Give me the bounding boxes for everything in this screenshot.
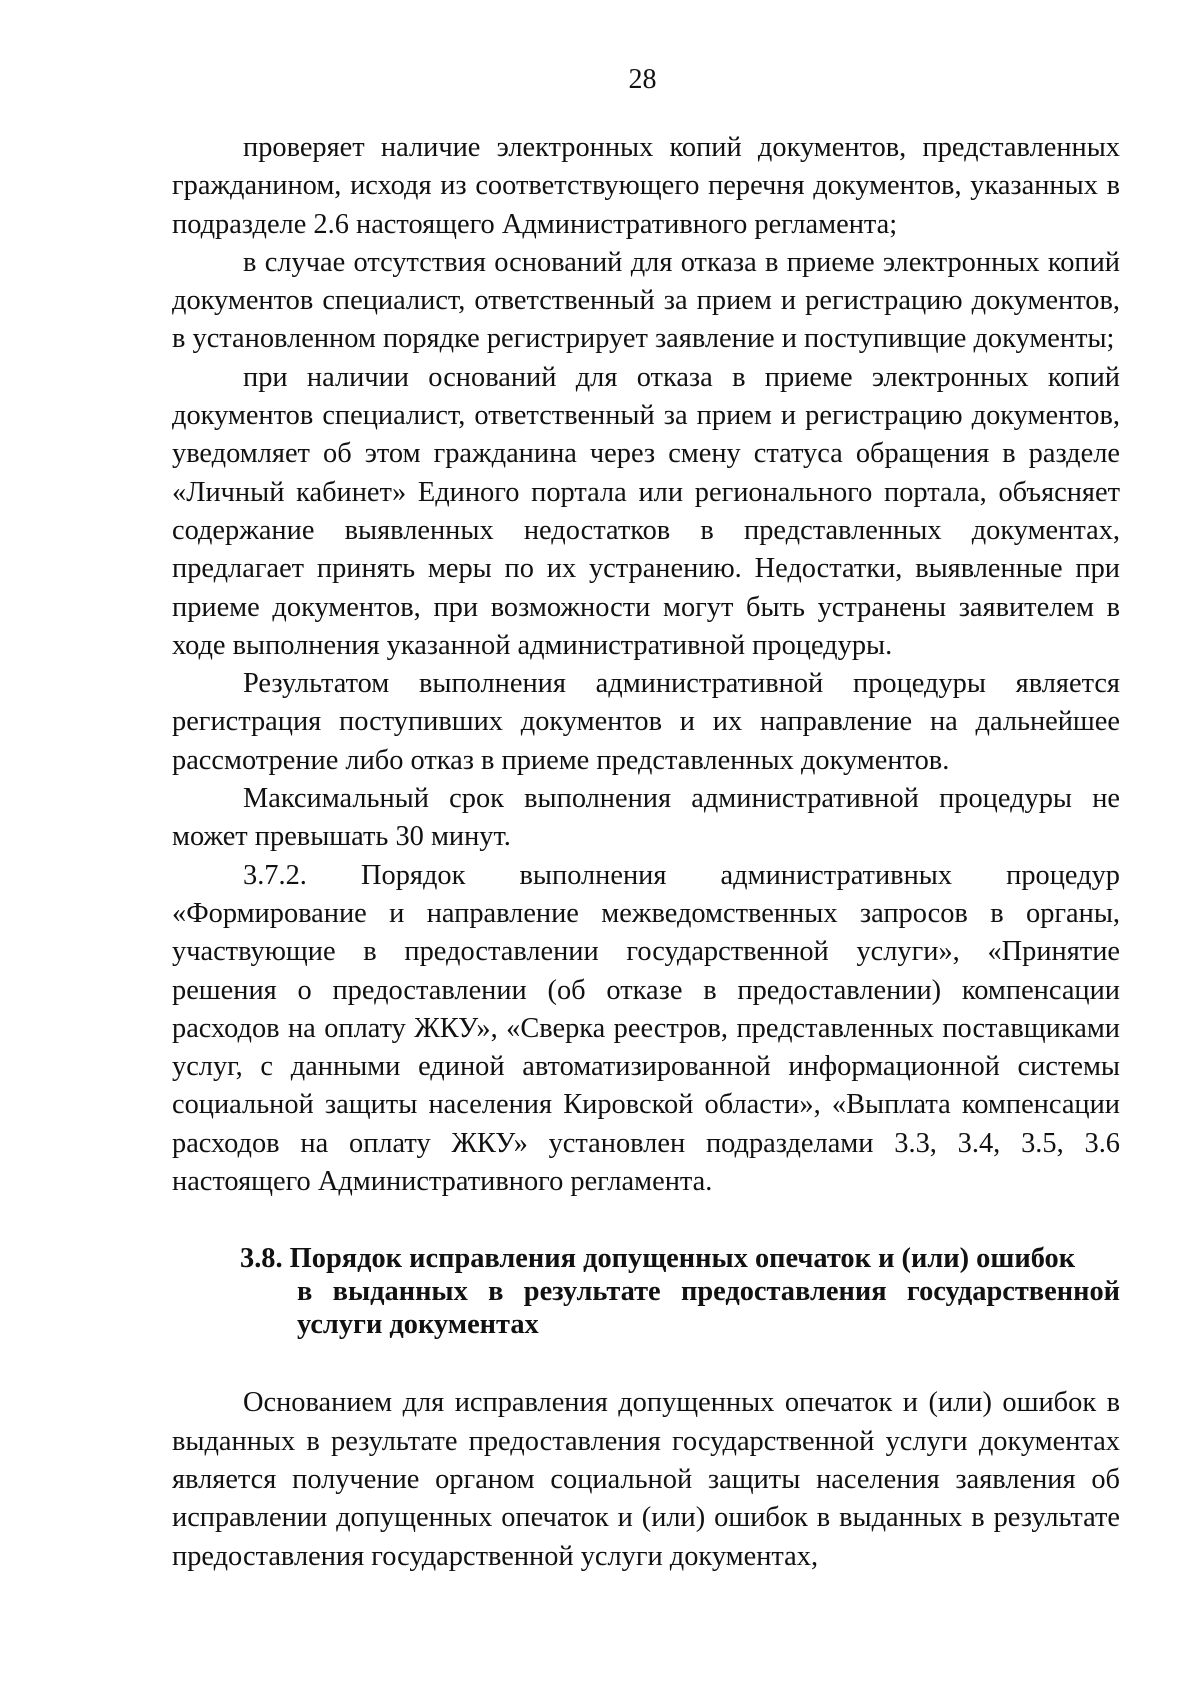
paragraph-check-copies: проверяет наличие электронных копий документов, представленных гражданином, исходя из соответствующего перечня документов, указанных в подразделе 2.6 настоящего Административного регламента;	[172, 132, 1120, 240]
section-heading-line1: 3.8. Порядок исправления допущенных опечаток и (или) ошибок	[240, 1243, 1076, 1275]
paragraph-correction-basis: Основанием для исправления допущенных опечаток и (или) ошибок в выданных в результате предоставления государственной услуги документах является получение органом социальной защиты населения заявления об исправлении допущенных опечаток и (или) ошибок в выданных в результате предоставления государственной услуги документах,	[172, 1387, 1120, 1572]
paragraph-refusal-grounds: при наличии оснований для отказа в приеме электронных копий документов специалист, ответственный за прием и регистрацию документов, уведомляет об этом гражданина через смену статуса обращения в разделе «Личный кабинет» Единого портала или регионального портала, объясняет содержание выявленных недостатков в представленных документах, предлагает принять меры по их устранению. Недостатки, выявленные при приеме документов, при возможности могут быть устранены заявителем в ходе выполнения указанной административной процедуры.	[172, 361, 1120, 661]
paragraph-no-refusal-grounds: в случае отсутствия оснований для отказа в приеме электронных копий документов специалист, ответственный за прием и регистрацию документов, в установленном порядке регистрирует заявление и поступивщие документы;	[172, 246, 1120, 355]
section-heading-3-8	[172, 1242, 1120, 1341]
document-body	[172, 129, 1120, 1576]
paragraph-3-7-2: 3.7.2. Порядок выполнения административных процедур «Формирование и направление межведомственных запросов в органы, участвующие в предоставлении государственной услуги», «Принятие решения о предоставлении (об отказе в предоставлении) компенсации расходов на оплату ЖКУ», «Сверка реестров, представленных поставщиками услуг, с данными единой автоматизированной информационной системы социальной защиты населения Кировской области», «Выплата компенсации расходов на оплату ЖКУ» установлен подразделами 3.3, 3.4, 3.5, 3.6 настоящего Административного регламента.	[172, 859, 1120, 1198]
section-heading-rest: в выданных в результате предоставления государственной услуги документах	[297, 1276, 1120, 1341]
page-number: 28	[628, 64, 657, 95]
paragraph-max-duration: Максимальный срок выполнения административной процедуры не может превышать 30 минут.	[172, 783, 1120, 853]
paragraph-procedure-result: Результатом выполнения административной процедуры является регистрация поступивших документов и их направление на дальнейшее рассмотрение либо отказ в приеме представленных документов.	[172, 668, 1120, 776]
